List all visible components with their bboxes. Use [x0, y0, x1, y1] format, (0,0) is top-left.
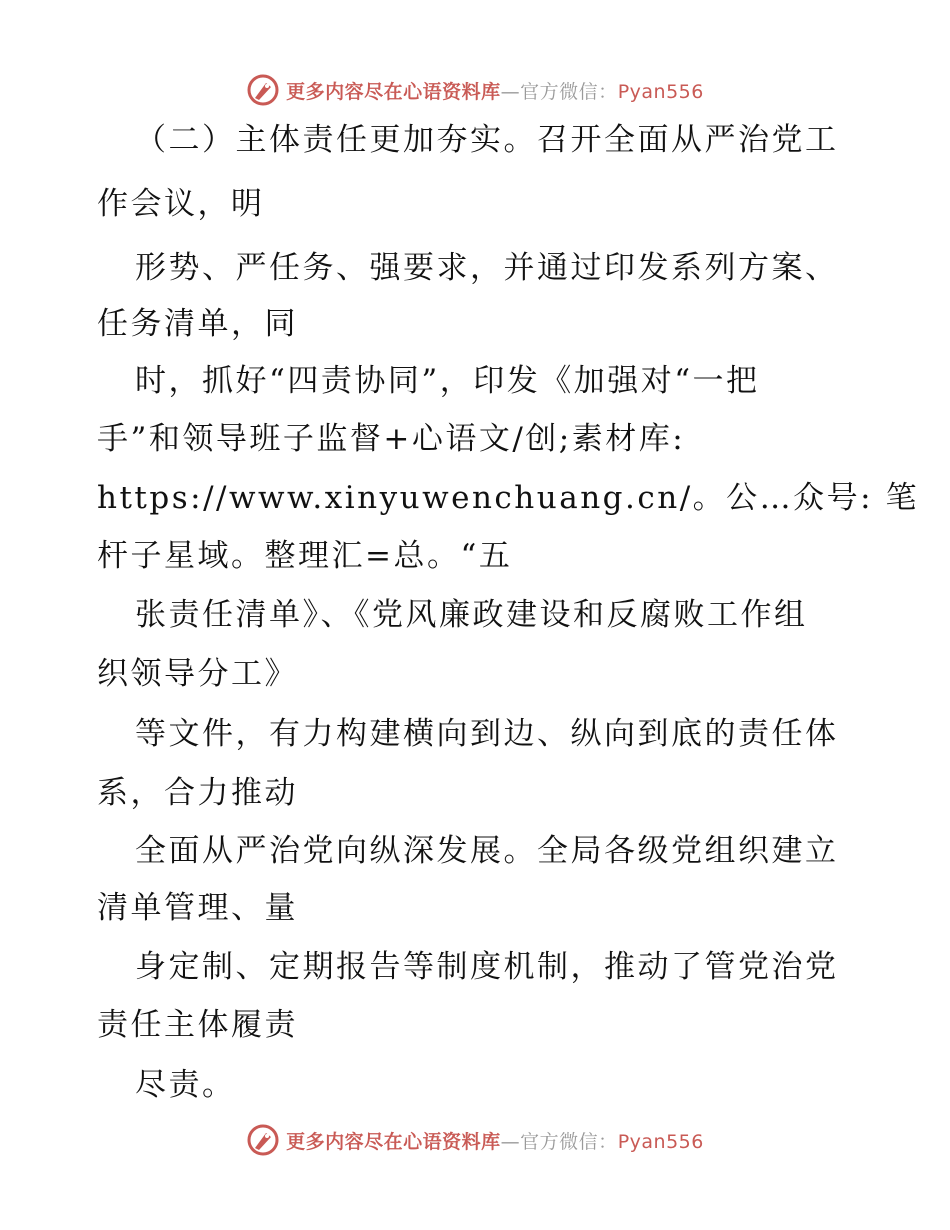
- text-line: 杆子星域。整理汇=总。“五: [97, 538, 513, 574]
- text-line: https://www.xinyuwenchuang.cn/。公…众号: 笔: [97, 480, 919, 516]
- footer-brand: 更多内容尽在心语资料库: [286, 1130, 501, 1153]
- text-line: 织领导分工》: [97, 656, 298, 692]
- header-banner-text: [286, 77, 704, 104]
- text-line: 尽责。: [135, 1067, 236, 1103]
- header-banner: [0, 70, 950, 110]
- text-line: 时，抓好“四责协同”，印发《加强对“一把: [135, 363, 760, 399]
- header-contact-id: Pyan556: [617, 80, 704, 103]
- header-contact-label: 官方微信：: [520, 80, 618, 103]
- header-brand: 更多内容尽在心语资料库: [286, 80, 501, 103]
- text-line: 张责任清单》、《党风廉政建设和反腐败工作组: [135, 597, 808, 633]
- footer-contact-id: Pyan556: [617, 1130, 704, 1153]
- text-line: 系，合力推动: [97, 775, 298, 811]
- footer-banner: [0, 1120, 950, 1160]
- footer-banner-text: [286, 1127, 704, 1154]
- text-line: 等文件，有力构建横向到边、纵向到底的责任体: [135, 716, 839, 752]
- text-line: 任务清单，同: [97, 306, 298, 342]
- text-line: 手”和领导班子监督+心语文/创;素材库:: [97, 421, 686, 457]
- text-line: 责任主体履责: [97, 1007, 298, 1043]
- pen-nib-logo-icon: [246, 73, 280, 107]
- pen-nib-logo-icon: [246, 1123, 280, 1157]
- footer-separator: —: [500, 1130, 521, 1153]
- text-line: （二）主体责任更加夯实。召开全面从严治党工: [135, 122, 839, 158]
- text-line: 形势、严任务、强要求，并通过印发系列方案、: [135, 250, 839, 286]
- text-line: 清单管理、量: [97, 890, 298, 926]
- footer-contact-label: 官方微信：: [520, 1130, 618, 1153]
- text-line: 身定制、定期报告等制度机制，推动了管党治党: [135, 949, 839, 985]
- text-line: 作会议，明: [97, 186, 265, 222]
- header-separator: —: [500, 80, 521, 103]
- text-line: 全面从严治党向纵深发展。全局各级党组织建立: [135, 833, 839, 869]
